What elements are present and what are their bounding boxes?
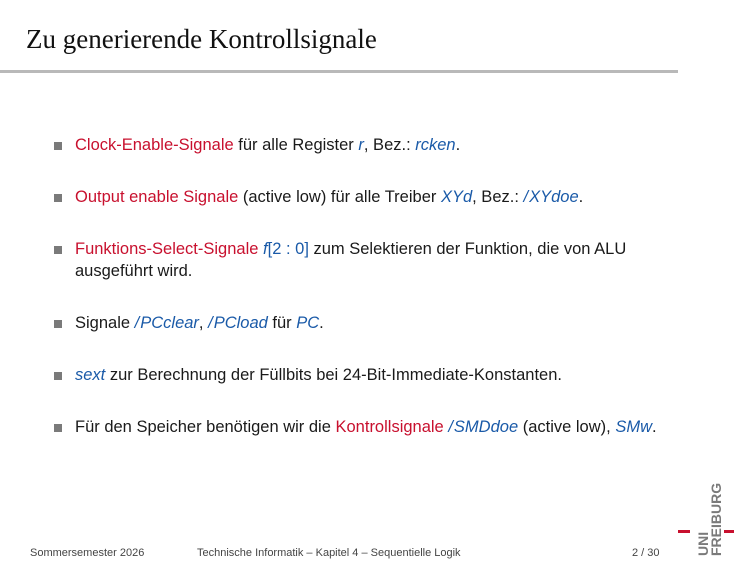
footer-semester: Sommersemester 2026	[30, 547, 145, 559]
bullet-item-sext	[54, 364, 694, 386]
var-f: f	[263, 240, 268, 258]
text: .	[578, 188, 584, 206]
bullet-item-function-select	[54, 238, 694, 282]
text: .	[651, 418, 657, 436]
bullet-square-icon	[54, 372, 62, 380]
register-pc: PC	[296, 314, 320, 332]
text: zur Berechnung der Füllbits bei 24-Bit-Immediate-Konstanten.	[105, 366, 562, 384]
bullet-item-pc-signals	[54, 312, 694, 334]
active-low-slash: /	[208, 314, 213, 332]
active-low-slash: /	[448, 418, 453, 436]
text: Für den Speicher benötigen wir die	[75, 418, 336, 436]
active-low-slash: /	[523, 188, 529, 206]
bullet-square-icon	[54, 246, 62, 254]
title-divider	[0, 70, 678, 73]
bullet-list	[54, 134, 694, 468]
text: für	[267, 314, 297, 332]
signal-sext: sext	[75, 366, 106, 384]
text: .	[455, 136, 461, 154]
text: ,	[198, 314, 209, 332]
logo-text-uni: UNI	[695, 531, 711, 556]
university-logo	[678, 478, 748, 558]
term-function-select: Funktions-Select-Signale	[75, 240, 259, 258]
term-control-signals: Kontrollsignale	[335, 418, 444, 436]
bullet-square-icon	[54, 142, 62, 150]
footer-course: Technische Informatik – Kapitel 4 – Sequentielle Logik	[197, 547, 461, 559]
bullet-square-icon	[54, 194, 62, 202]
text: zum Selektieren der Funktion, die von ALU ausgeführt wird.	[75, 240, 627, 280]
text: .	[319, 314, 324, 332]
bullet-square-icon	[54, 424, 62, 432]
term-output-enable: Output enable Signale	[75, 188, 239, 206]
text: für alle Register	[233, 136, 359, 154]
text: , Bez.:	[472, 188, 524, 206]
logo-accent-left	[678, 530, 690, 533]
bullet-item-clock-enable	[54, 134, 694, 156]
slide-title: Zu generierende Kontrollsignale	[26, 24, 377, 54]
logo-accent-right	[724, 530, 734, 533]
signal-smw: SMw	[615, 418, 652, 436]
bullet-square-icon	[54, 320, 62, 328]
term-clock-enable: Clock-Enable-Signale	[75, 136, 234, 154]
text: (active low) für alle Treiber	[238, 188, 441, 206]
var-r: r	[358, 136, 364, 154]
signal-pcload: PCload	[213, 314, 268, 332]
bullet-item-memory	[54, 416, 694, 438]
text: Signale	[75, 314, 135, 332]
active-low-slash: /	[134, 314, 140, 332]
signal-smddoe: SMDdoe	[453, 418, 519, 436]
text: (active low),	[518, 418, 616, 436]
signal-pcclear: PCclear	[140, 314, 199, 332]
signal-xydoe: XYdoe	[529, 188, 579, 206]
logo-text-freiburg: FREIBURG	[708, 482, 724, 556]
signal-rcken: rcken	[415, 136, 456, 154]
var-xyd: XYd	[440, 188, 473, 206]
footer-page-number: 2 / 30	[632, 547, 660, 559]
bullet-item-output-enable	[54, 186, 694, 208]
text: , Bez.:	[363, 136, 416, 154]
range-index: [2 : 0]	[267, 240, 309, 258]
